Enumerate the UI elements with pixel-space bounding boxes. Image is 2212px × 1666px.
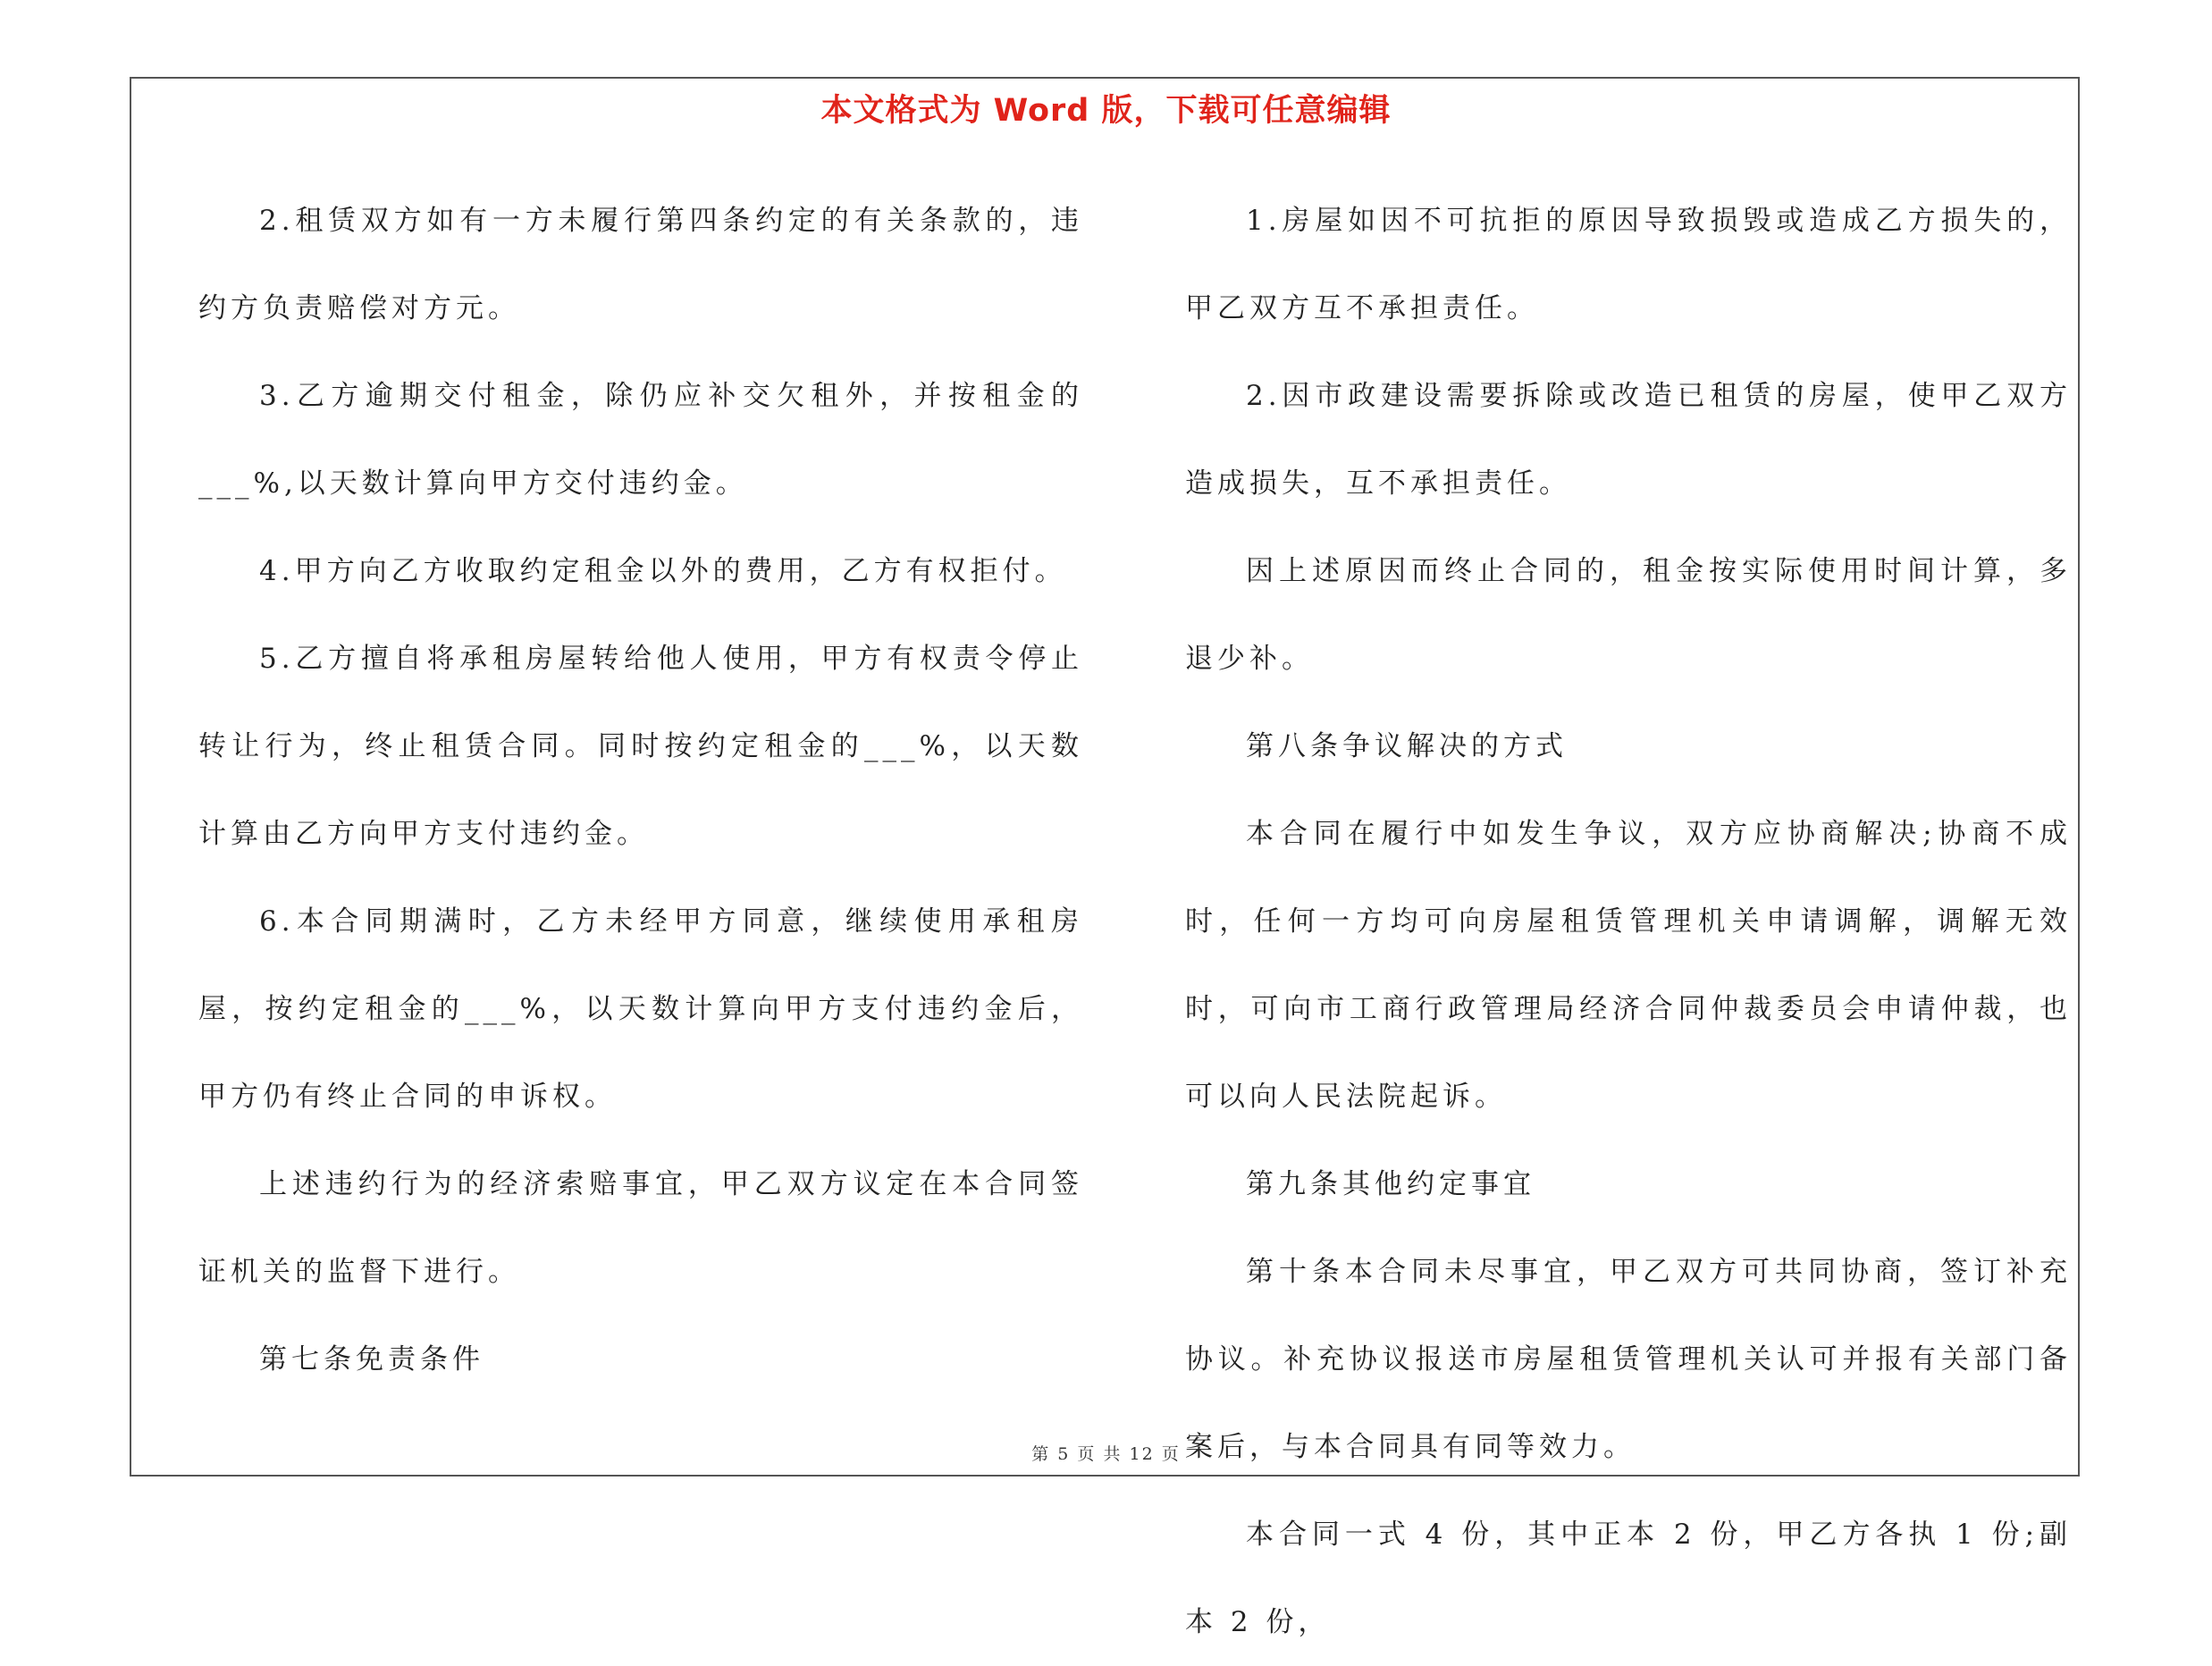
paragraph: 上述违约行为的经济索赔事宜，甲乙双方议定在本合同签证机关的监督下进行。 <box>198 1168 1083 1288</box>
page-number-footer: 第 5 页 共 12 页 <box>1031 1444 1181 1464</box>
section-heading: 第七条免责条件 <box>259 1343 484 1376</box>
paragraph: 第十条本合同未尽事宜，甲乙双方可共同协商，签订补充协议。补充协议报送市房屋租赁管理机关认可并报有关部门备案后，与本合同具有同等效力。 <box>1185 1256 2072 1463</box>
paragraph: 本合同一式 4 份，其中正本 2 份，甲乙方各执 1 份;副本 2 份， <box>1185 1519 2072 1638</box>
paragraph: 2.因市政建设需要拆除或改造已租赁的房屋，使甲乙双方造成损失，互不承担责任。 <box>1185 380 2072 500</box>
section-heading: 第九条其他约定事宜 <box>1246 1168 1535 1200</box>
paragraph: 2.租赁双方如有一方未履行第四条约定的有关条款的，违约方负责赔偿对方元。 <box>198 205 1083 324</box>
format-banner: 本文格式为 Word 版，下载可任意编辑 <box>820 93 1392 129</box>
paragraph: 4.甲方向乙方收取约定租金以外的费用，乙方有权拒付。 <box>259 555 1067 587</box>
paragraph: 3.乙方逾期交付租金，除仍应补交欠租外，并按租金的___%,以天数计算向甲方交付违约金。 <box>198 380 1083 500</box>
left-column <box>198 177 1083 1403</box>
section-heading: 第八条争议解决的方式 <box>1246 730 1568 762</box>
paragraph: 5.乙方擅自将承租房屋转给他人使用，甲方有权责令停止转让行为，终止租赁合同。同时按约定租金的___%，以天数计算由乙方向甲方支付违约金。 <box>198 643 1083 850</box>
paragraph: 本合同在履行中如发生争议，双方应协商解决;协商不成时，任何一方均可向房屋租赁管理机关申请调解，调解无效时，可向市工商行政管理局经济合同仲裁委员会申请仲裁，也可以向人民法院起诉。 <box>1185 818 2072 1113</box>
paragraph: 因上述原因而终止合同的，租金按实际使用时间计算，多退少补。 <box>1185 555 2072 675</box>
paragraph: 1.房屋如因不可抗拒的原因导致损毁或造成乙方损失的，甲乙双方互不承担责任。 <box>1185 205 2072 324</box>
paragraph: 6.本合同期满时，乙方未经甲方同意，继续使用承租房屋，按约定租金的___%，以天数计算向甲方支付违约金后，甲方仍有终止合同的申诉权。 <box>198 905 1083 1113</box>
